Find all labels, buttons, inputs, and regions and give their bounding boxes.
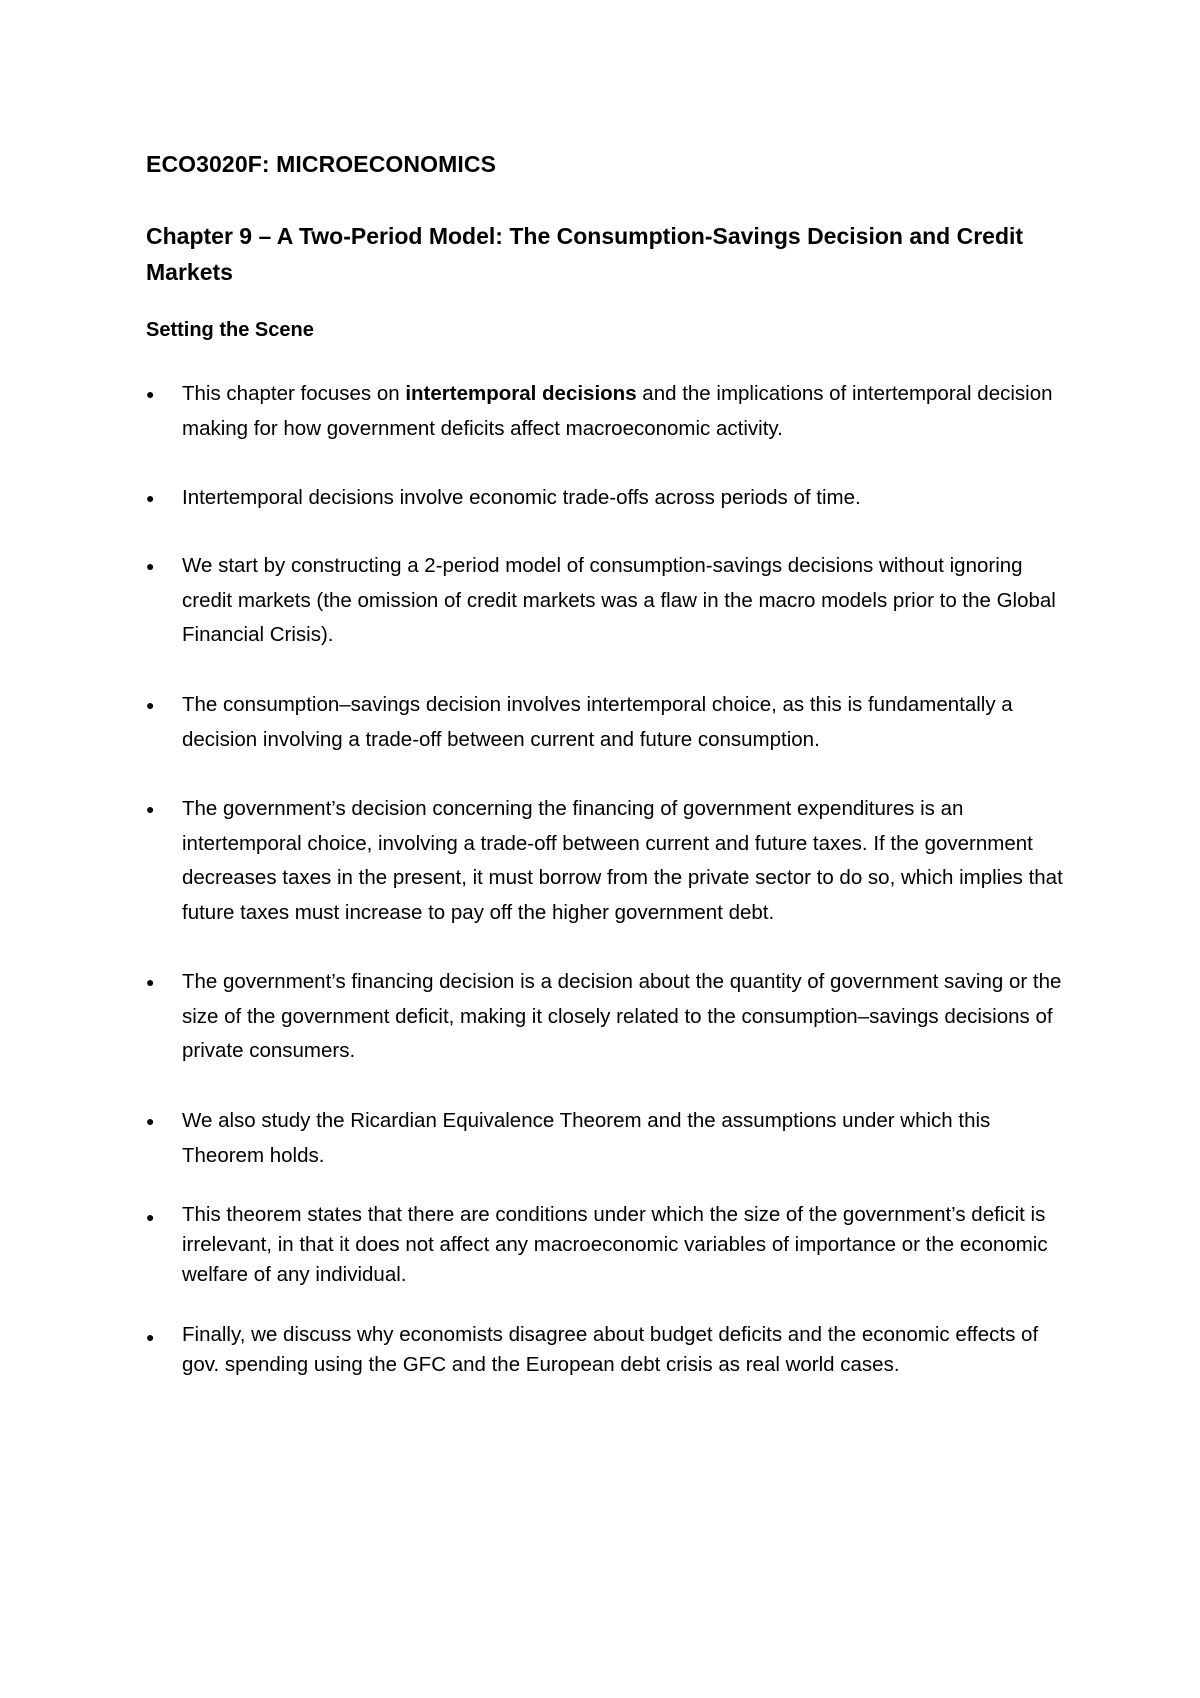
bullet-icon: ●: [146, 490, 155, 506]
bullet-text: We also study the Ricardian Equivalence Theorem and the assumptions under which this Theorem holds.: [182, 1109, 991, 1167]
bullet-text: Finally, we discuss why economists disagree about budget deficits and the economic effects of gov. spending using the GFC and the European debt crisis as real world cases.: [182, 1323, 1039, 1376]
bullet-item: [146, 1104, 1076, 1173]
bullet-item: [146, 688, 1076, 757]
bullet-text: This theorem states that there are conditions under which the size of the government’s deficit is irrelevant, in that it does not affect any macroeconomic variables of importance or the economic welfare of any individual.: [182, 1203, 1048, 1286]
section-heading: Setting the Scene: [146, 319, 314, 341]
bullet-icon: ●: [146, 1209, 155, 1225]
bullet-icon: ●: [146, 386, 155, 402]
course-title: ECO3020F: MICROECONOMICS: [146, 151, 497, 177]
bullet-icon: ●: [146, 1113, 155, 1129]
bullet-icon: ●: [146, 697, 155, 713]
bullet-text: This chapter focuses on intertemporal decisions and the implications of intertemporal decision making for how government deficits affect macroeconomic activity.: [182, 382, 1053, 440]
bold-term: intertemporal decisions: [405, 382, 637, 405]
bullet-text: The government’s financing decision is a decision about the quantity of government saving or the size of the government deficit, making it closely related to the consumption–savings decisions of private consumers.: [182, 970, 1062, 1062]
bullet-text: The government’s decision concerning the financing of government expenditures is an intertemporal choice, involving a trade-off between current and future taxes. If the government decreases taxes in the present, it must borrow from the private sector to do so, which implies that future taxes must increase to pay off the higher government debt.: [182, 797, 1063, 924]
bullet-text: The consumption–savings decision involves intertemporal choice, as this is fundamentally a decision involving a trade-off between current and future consumption.: [182, 693, 1013, 751]
bullet-item: [146, 481, 1076, 516]
bullet-icon: ●: [146, 801, 155, 817]
bullet-item: [146, 1320, 1076, 1380]
chapter-title: Chapter 9 – A Two-Period Model: The Consumption-Savings Decision and Credit Markets: [146, 223, 1024, 285]
bullet-item: [146, 965, 1076, 1069]
bullet-item: [146, 1200, 1076, 1290]
bullet-item: [146, 549, 1076, 653]
bullet-icon: ●: [146, 974, 155, 990]
bullet-text: We start by constructing a 2-period model of consumption-savings decisions without ignoring credit markets (the omission of credit markets was a flaw in the macro models prior to the Global Financial Crisis).: [182, 554, 1056, 646]
bullet-icon: ●: [146, 1329, 155, 1345]
bullet-icon: ●: [146, 558, 155, 574]
bullet-item: [146, 377, 1076, 446]
bullet-item: [146, 792, 1076, 930]
bullet-text: Intertemporal decisions involve economic trade-offs across periods of time.: [182, 486, 861, 509]
